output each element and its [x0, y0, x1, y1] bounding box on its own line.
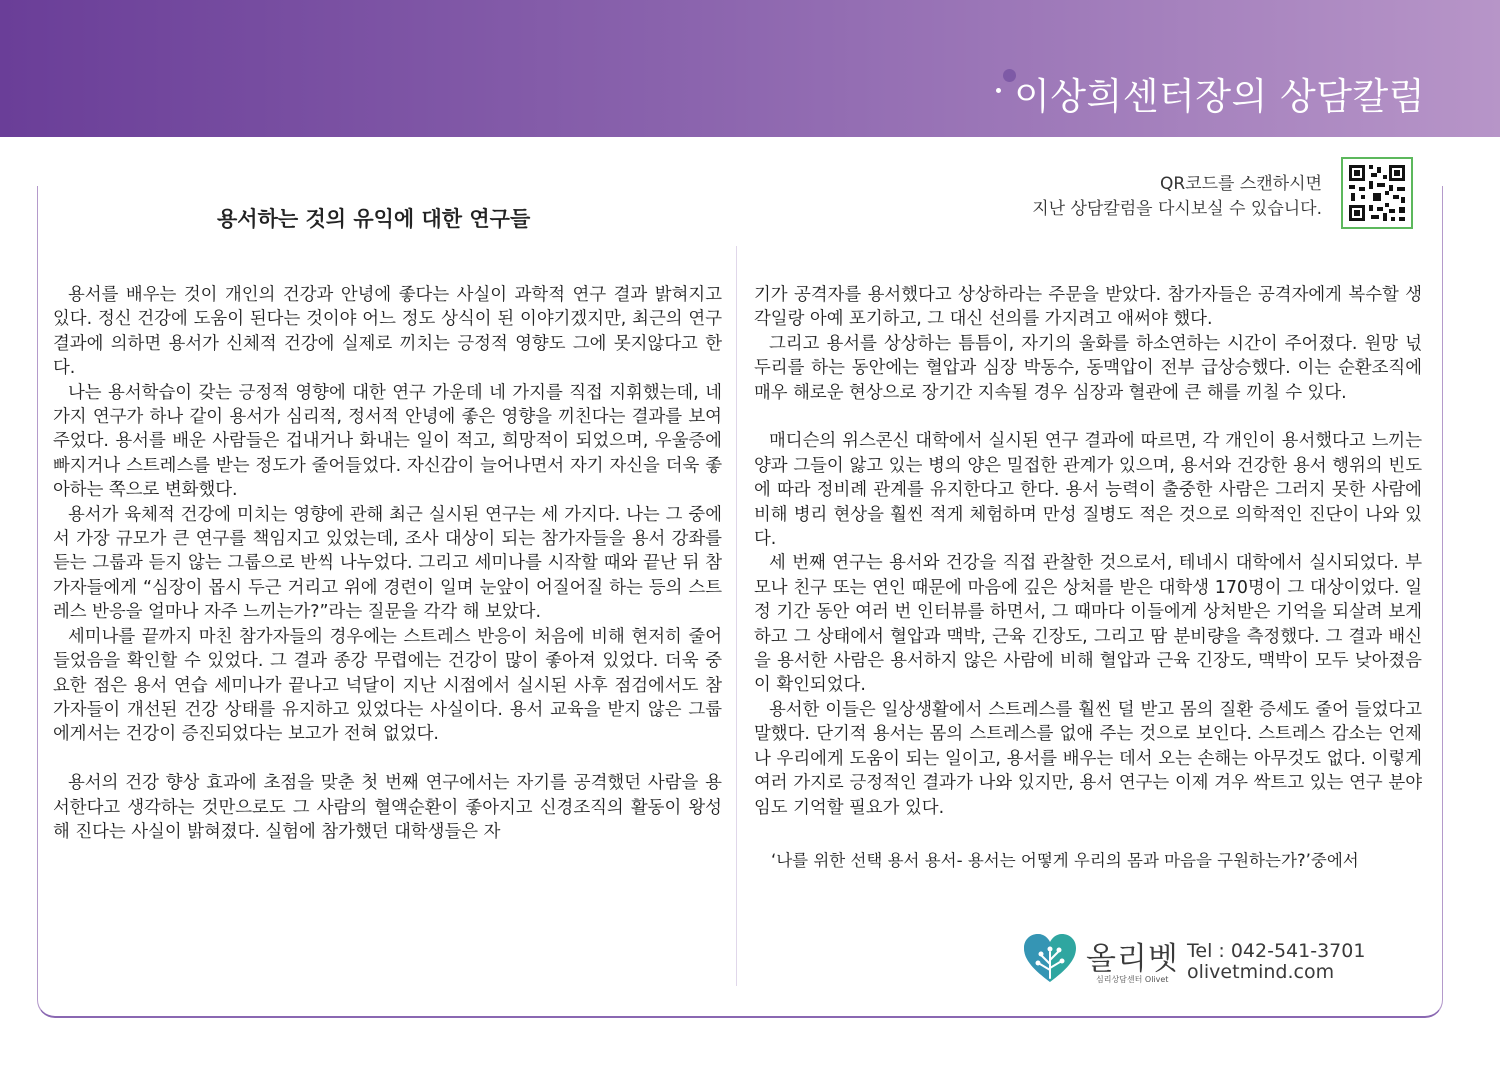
paragraph: 나는 용서학습이 갖는 긍정적 영향에 대한 연구 가운데 네 가지를 직접 지휘했는데, 네 가지 연구가 하나 같이 용서가 심리적, 정서적 안녕에 좋은 영향을 끼친다는 결과를 보여주었다. 용서를 배운 사람들은 겁내거나 화내는 일이 적고, 희망적이 되었으며, 우울증에 빠지거나 스트레스를 받는 정도가 줄어들었다. 자신감이 늘어나면서 자기 자신을 더욱 좋아하는 쪽으로 변화했다.	[53, 382, 722, 501]
article-column-left	[53, 283, 722, 844]
header-banner	[0, 0, 1500, 137]
paragraph: 세 번째 연구는 용서와 건강을 직접 관찰한 것으로서, 테네시 대학에서 실시되었다. 부모나 친구 또는 연인 때문에 마음에 깊은 상처를 받은 대학생 170명이 그 대상이었다. 일정 기간 동안 여러 번 인터뷰를 하면서, 그 때마다 이들에게 상처받은 기억을 되살려 보게 하고 그 상태에서 혈압과 맥박, 근육 긴장도, 그리고 땀 분비량을 측정했다. 그 결과 배신을 용서한 사람은 용서하지 않은 사람에 비해 혈압과 근육 긴장도, 맥박이 모두 낮아졌음이 확인되었다.	[754, 553, 1422, 696]
qr-code-icon[interactable]	[1341, 157, 1413, 229]
olivet-heart-tree-logo-icon	[1022, 932, 1078, 984]
paragraph: 용서를 배우는 것이 개인의 건강과 안녕에 좋다는 사실이 과학적 연구 결과 밝혀지고 있다. 정신 건강에 도움이 된다는 것이야 어느 정도 상식이 된 이야기겠지만, 최근의 연구 결과에 의하면 용서가 신체적 건강에 실제로 끼치는 긍정적 영향도 그에 못지않다고 한다.	[53, 285, 722, 379]
column-series-title: 이상희센터장의 상담칼럼	[1014, 75, 1425, 118]
paragraph: 세미나를 끝까지 마친 참가자들의 경우에는 스트레스 반응이 처음에 비해 현저히 줄어들었음을 확인할 수 있었다. 그 결과 종강 무렵에는 건강이 많이 좋아져 있었다. 더욱 중요한 점은 용서 연습 세미나가 끝나고 넉달이 지난 시점에서 실시된 사후 점검에서도 참가자들이 개선된 건강 상태를 유지하고 있었다는 사실이다. 용서 교육을 받지 않은 그룹에게서는 건강이 증진되었다는 보고가 전혀 없었다.	[53, 626, 722, 745]
logo-subtitle: 심리상담센터 Olivet	[1096, 975, 1169, 984]
qr-caption-line-2: 지난 상담칼럼을 다시보실 수 있습니다.	[1032, 199, 1322, 219]
qr-caption	[1032, 172, 1322, 222]
contact-phone[interactable]: Tel : 042-541-3701	[1187, 940, 1366, 962]
article-title: 용서하는 것의 유익에 대한 연구들	[217, 207, 531, 231]
logo-wordmark: 올리벳	[1086, 941, 1179, 977]
column-divider	[736, 246, 737, 986]
paragraph: 용서한 이들은 일상생활에서 스트레스를 훨씬 덜 받고 몸의 질환 증세도 줄어 들었다고 말했다. 단기적 용서는 몸의 스트레스를 없애 주는 것으로 보인다. 스트레스 감소는 언제나 우리에게 도움이 되는 일이고, 용서를 배우는 데서 오는 손해는 아무것도 없다. 이렇게 여러 가지로 긍정적인 결과가 나와 있지만, 용서 연구는 이제 겨우 싹트고 있는 연구 분야임도 기억할 필요가 있다.	[754, 699, 1422, 818]
qr-caption-line-1: QR코드를 스캔하시면	[1160, 174, 1322, 194]
article-column-right	[754, 283, 1422, 820]
paragraph: 기가 공격자를 용서했다고 상상하라는 주문을 받았다. 참가자들은 공격자에게 복수할 생각일랑 아예 포기하고, 그 대신 선의를 가지려고 애써야 했다.	[754, 285, 1422, 330]
paragraph: 용서가 육체적 건강에 미치는 영향에 관해 최근 실시된 연구는 세 가지다. 나는 그 중에서 가장 규모가 큰 연구를 책임지고 있었는데, 조사 대상이 되는 참가자들을 용서 강좌를 듣는 그룹과 듣지 않는 그룹으로 반씩 나누었다. 그리고 세미나를 시작할 때와 끝난 뒤 참가자들에게 “심장이 몹시 두근 거리고 위에 경련이 일며 눈앞이 어질어질 하는 등의 스트레스 반응을 얼마나 자주 느끼는가?”라는 질문을 각각 해 보았다.	[53, 504, 722, 623]
source-quote: ‘나를 위한 선택 용서 용서- 용서는 어떻게 우리의 몸과 마음을 구원하는가?’중에서	[771, 851, 1359, 870]
contact-website-link[interactable]: olivetmind.com	[1187, 961, 1335, 983]
paragraph: 용서의 건강 향상 효과에 초점을 맞춘 첫 번째 연구에서는 자기를 공격했던 사람을 용서한다고 생각하는 것만으로도 그 사람의 혈액순환이 좋아지고 신경조직의 활동이 왕성해 진다는 사실이 밝혀졌다. 실험에 참가했던 대학생들은 자	[53, 773, 722, 842]
paragraph: 그리고 용서를 상상하는 틈틈이, 자기의 울화를 하소연하는 시간이 주어졌다. 원망 넋두리를 하는 동안에는 혈압과 심장 박동수, 동맥압이 전부 급상승했다. 이는 순환조직에 매우 해로운 현상으로 장기간 지속될 경우 심장과 혈관에 큰 해를 끼칠 수 있다.	[754, 333, 1422, 403]
paragraph: 매디슨의 위스콘신 대학에서 실시된 연구 결과에 따르면, 각 개인이 용서했다고 느끼는 양과 그들이 앓고 있는 병의 양은 밀접한 관계가 있으며, 용서와 건강한 용서 행위의 빈도에 따라 정비례 관계를 유지한다고 한다. 용서 능력이 출중한 사람은 그러지 못한 사람에 비해 병리 현상을 훨씬 적게 체험하며 만성 질병도 적은 것으로 의학적인 진단이 나와 있다.	[754, 431, 1422, 550]
bullet-small-dot-icon	[996, 88, 1001, 93]
